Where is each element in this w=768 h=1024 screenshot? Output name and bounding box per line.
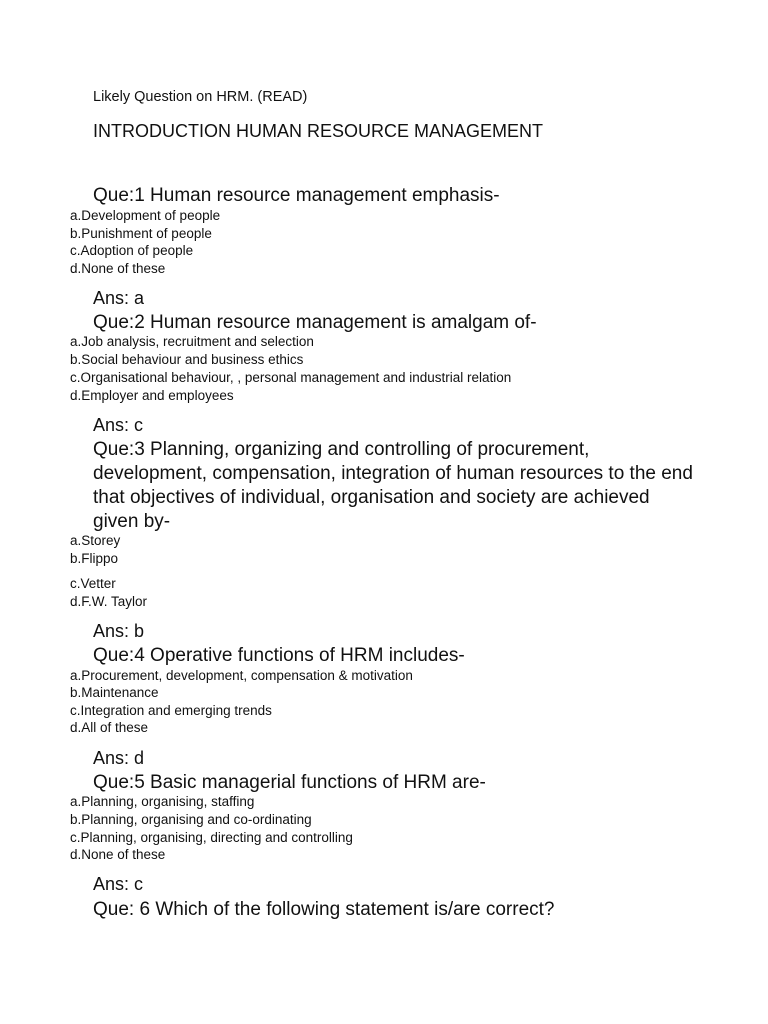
- question-5-option-d: d.None of these: [70, 847, 166, 862]
- question-2-option-b: b.Social behaviour and business ethics: [70, 352, 304, 367]
- question-4-option-c: c.Integration and emerging trends: [70, 703, 272, 718]
- question-5-option-b: b.Planning, organising and co-ordinating: [70, 812, 312, 827]
- question-4-option-b: b.Maintenance: [70, 685, 159, 700]
- question-3: Que:3 Planning, organizing and controlling of procurement, development, compensation, integration of human resources to the end that objectives of individual, organisation and society are achieved given by-: [93, 439, 693, 532]
- question-3-option-a: a.Storey: [70, 533, 121, 548]
- document-subtitle: Likely Question on HRM. (READ): [93, 89, 308, 105]
- question-4-answer: Ans: d: [93, 748, 145, 768]
- question-6: Que: 6 Which of the following statement is/are correct?: [93, 899, 555, 920]
- question-2-option-a: a.Job analysis, recruitment and selection: [70, 334, 314, 349]
- question-2: Que:2 Human resource management is amalgam of-: [93, 312, 537, 333]
- question-4: Que:4 Operative functions of HRM includes-: [93, 645, 465, 666]
- question-5-option-c: c.Planning, organising, directing and controlling: [70, 830, 353, 845]
- question-2-option-c: c.Organisational behaviour, , personal management and industrial relation: [70, 370, 512, 385]
- question-5: Que:5 Basic managerial functions of HRM are-: [93, 772, 486, 793]
- question-5-answer: Ans: c: [93, 874, 144, 894]
- document-heading: INTRODUCTION HUMAN RESOURCE MANAGEMENT: [93, 121, 544, 141]
- question-1: Que:1 Human resource management emphasis-: [93, 185, 500, 206]
- question-4-option-a: a.Procurement, development, compensation & motivation: [70, 668, 413, 683]
- question-3-option-b: b.Flippo: [70, 551, 119, 566]
- question-1-option-d: d.None of these: [70, 261, 166, 276]
- question-4-option-d: d.All of these: [70, 720, 149, 735]
- question-5-option-a: a.Planning, organising, staffing: [70, 794, 255, 809]
- question-2-answer: Ans: c: [93, 415, 144, 435]
- question-1-answer: Ans: a: [93, 288, 145, 308]
- question-3-option-c: c.Vetter: [70, 576, 116, 591]
- question-1-option-c: c.Adoption of people: [70, 243, 194, 258]
- question-3-answer: Ans: b: [93, 621, 145, 641]
- question-1-option-b: b.Punishment of people: [70, 226, 212, 241]
- question-1-option-a: a.Development of people: [70, 208, 221, 223]
- question-3-option-d: d.F.W. Taylor: [70, 594, 148, 609]
- question-2-option-d: d.Employer and employees: [70, 388, 234, 403]
